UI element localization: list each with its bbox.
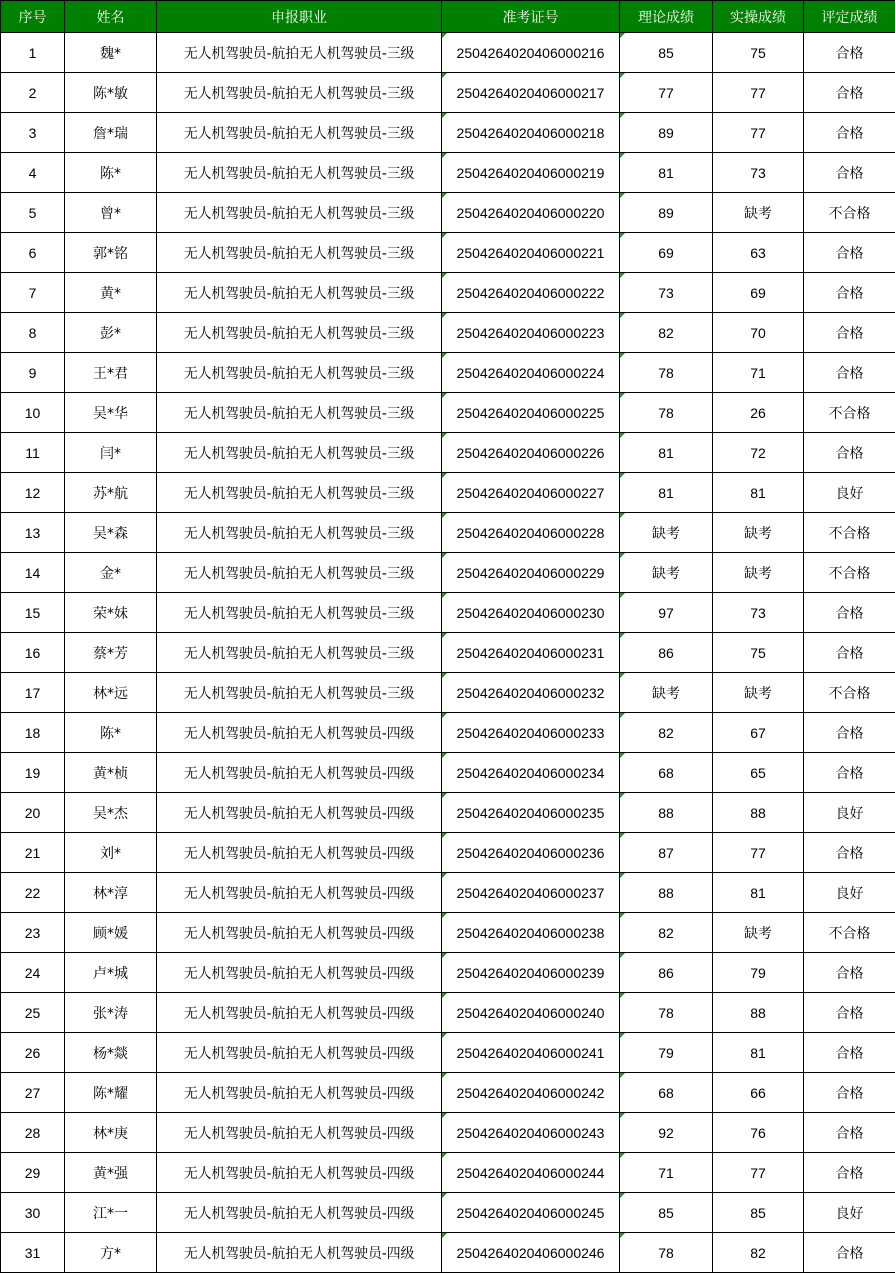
cell-occupation: 无人机驾驶员-航拍无人机驾驶员-四级: [157, 753, 442, 793]
cell-name: 曾*: [65, 193, 157, 233]
table-row: [1, 433, 895, 473]
cell-practical-score: 缺考: [713, 513, 804, 553]
cell-ticket-number: 2504264020406000232: [442, 673, 620, 713]
cell-theory-score: 78: [620, 393, 713, 433]
cell-final-rating: 合格: [804, 273, 895, 313]
cell-theory-score: 86: [620, 633, 713, 673]
cell-practical-score: 79: [713, 953, 804, 993]
cell-ticket-number: 2504264020406000218: [442, 113, 620, 153]
cell-ticket-number: 2504264020406000228: [442, 513, 620, 553]
cell-theory-score: 81: [620, 153, 713, 193]
header-ticket-number: 准考证号: [442, 1, 620, 33]
header-row: [1, 1, 895, 33]
table-row: [1, 233, 895, 273]
cell-occupation: 无人机驾驶员-航拍无人机驾驶员-三级: [157, 153, 442, 193]
cell-index: 3: [1, 113, 65, 153]
cell-index: 15: [1, 593, 65, 633]
cell-occupation: 无人机驾驶员-航拍无人机驾驶员-四级: [157, 913, 442, 953]
header-name: 姓名: [65, 1, 157, 33]
cell-occupation: 无人机驾驶员-航拍无人机驾驶员-四级: [157, 793, 442, 833]
cell-ticket-number: 2504264020406000239: [442, 953, 620, 993]
cell-name: 江*一: [65, 1193, 157, 1233]
cell-theory-score: 97: [620, 593, 713, 633]
cell-ticket-number: 2504264020406000231: [442, 633, 620, 673]
table-row: [1, 1073, 895, 1113]
cell-final-rating: 合格: [804, 153, 895, 193]
cell-theory-score: 79: [620, 1033, 713, 1073]
table-row: [1, 393, 895, 433]
cell-index: 30: [1, 1193, 65, 1233]
cell-index: 2: [1, 73, 65, 113]
table-header: [1, 1, 895, 33]
cell-occupation: 无人机驾驶员-航拍无人机驾驶员-三级: [157, 73, 442, 113]
cell-occupation: 无人机驾驶员-航拍无人机驾驶员-三级: [157, 553, 442, 593]
cell-name: 詹*瑞: [65, 113, 157, 153]
table-row: [1, 153, 895, 193]
cell-ticket-number: 2504264020406000222: [442, 273, 620, 313]
cell-theory-score: 78: [620, 993, 713, 1033]
cell-ticket-number: 2504264020406000244: [442, 1153, 620, 1193]
cell-index: 16: [1, 633, 65, 673]
cell-practical-score: 88: [713, 793, 804, 833]
table-row: [1, 353, 895, 393]
cell-final-rating: 不合格: [804, 513, 895, 553]
table-row: [1, 73, 895, 113]
cell-ticket-number: 2504264020406000240: [442, 993, 620, 1033]
header-final-rating: 评定成绩: [804, 1, 895, 33]
cell-index: 6: [1, 233, 65, 273]
cell-name: 吴*杰: [65, 793, 157, 833]
cell-occupation: 无人机驾驶员-航拍无人机驾驶员-三级: [157, 233, 442, 273]
cell-theory-score: 88: [620, 793, 713, 833]
cell-final-rating: 合格: [804, 633, 895, 673]
cell-practical-score: 77: [713, 113, 804, 153]
cell-final-rating: 合格: [804, 1033, 895, 1073]
cell-occupation: 无人机驾驶员-航拍无人机驾驶员-三级: [157, 673, 442, 713]
cell-ticket-number: 2504264020406000238: [442, 913, 620, 953]
cell-practical-score: 69: [713, 273, 804, 313]
table-row: [1, 313, 895, 353]
cell-final-rating: 合格: [804, 993, 895, 1033]
cell-name: 苏*航: [65, 473, 157, 513]
cell-index: 10: [1, 393, 65, 433]
cell-ticket-number: 2504264020406000230: [442, 593, 620, 633]
cell-final-rating: 良好: [804, 873, 895, 913]
cell-practical-score: 82: [713, 1233, 804, 1273]
cell-practical-score: 缺考: [713, 193, 804, 233]
cell-occupation: 无人机驾驶员-航拍无人机驾驶员-四级: [157, 1233, 442, 1273]
cell-practical-score: 85: [713, 1193, 804, 1233]
cell-ticket-number: 2504264020406000237: [442, 873, 620, 913]
cell-index: 9: [1, 353, 65, 393]
cell-practical-score: 73: [713, 593, 804, 633]
cell-name: 林*庚: [65, 1113, 157, 1153]
header-index: 序号: [1, 1, 65, 33]
cell-name: 郭*铭: [65, 233, 157, 273]
cell-theory-score: 81: [620, 473, 713, 513]
cell-final-rating: 合格: [804, 313, 895, 353]
cell-ticket-number: 2504264020406000219: [442, 153, 620, 193]
cell-name: 黄*: [65, 273, 157, 313]
cell-occupation: 无人机驾驶员-航拍无人机驾驶员-四级: [157, 1073, 442, 1113]
cell-theory-score: 89: [620, 113, 713, 153]
cell-practical-score: 65: [713, 753, 804, 793]
cell-theory-score: 88: [620, 873, 713, 913]
table-row: [1, 593, 895, 633]
cell-occupation: 无人机驾驶员-航拍无人机驾驶员-三级: [157, 313, 442, 353]
cell-final-rating: 合格: [804, 1153, 895, 1193]
cell-ticket-number: 2504264020406000234: [442, 753, 620, 793]
cell-name: 荣*妹: [65, 593, 157, 633]
cell-practical-score: 88: [713, 993, 804, 1033]
cell-theory-score: 89: [620, 193, 713, 233]
cell-ticket-number: 2504264020406000229: [442, 553, 620, 593]
cell-index: 22: [1, 873, 65, 913]
cell-final-rating: 不合格: [804, 393, 895, 433]
table-row: [1, 473, 895, 513]
cell-name: 陈*: [65, 713, 157, 753]
cell-final-rating: 合格: [804, 33, 895, 73]
cell-name: 陈*敏: [65, 73, 157, 113]
cell-final-rating: 合格: [804, 1113, 895, 1153]
cell-occupation: 无人机驾驶员-航拍无人机驾驶员-三级: [157, 633, 442, 673]
cell-theory-score: 73: [620, 273, 713, 313]
cell-practical-score: 缺考: [713, 913, 804, 953]
cell-ticket-number: 2504264020406000245: [442, 1193, 620, 1233]
cell-practical-score: 26: [713, 393, 804, 433]
cell-theory-score: 78: [620, 1233, 713, 1273]
cell-theory-score: 77: [620, 73, 713, 113]
table-row: [1, 953, 895, 993]
cell-index: 12: [1, 473, 65, 513]
cell-ticket-number: 2504264020406000227: [442, 473, 620, 513]
cell-ticket-number: 2504264020406000217: [442, 73, 620, 113]
cell-theory-score: 68: [620, 1073, 713, 1113]
cell-name: 陈*: [65, 153, 157, 193]
cell-practical-score: 77: [713, 833, 804, 873]
table-row: [1, 1033, 895, 1073]
table-row: [1, 553, 895, 593]
table-row: [1, 913, 895, 953]
cell-index: 20: [1, 793, 65, 833]
cell-practical-score: 77: [713, 73, 804, 113]
cell-index: 26: [1, 1033, 65, 1073]
cell-ticket-number: 2504264020406000224: [442, 353, 620, 393]
cell-name: 刘*: [65, 833, 157, 873]
cell-final-rating: 合格: [804, 753, 895, 793]
cell-index: 4: [1, 153, 65, 193]
cell-name: 方*: [65, 1233, 157, 1273]
cell-practical-score: 缺考: [713, 673, 804, 713]
cell-index: 17: [1, 673, 65, 713]
cell-theory-score: 87: [620, 833, 713, 873]
cell-final-rating: 合格: [804, 233, 895, 273]
cell-final-rating: 不合格: [804, 193, 895, 233]
cell-name: 吴*森: [65, 513, 157, 553]
cell-practical-score: 77: [713, 1153, 804, 1193]
cell-occupation: 无人机驾驶员-航拍无人机驾驶员-四级: [157, 993, 442, 1033]
cell-occupation: 无人机驾驶员-航拍无人机驾驶员-四级: [157, 1153, 442, 1193]
cell-theory-score: 82: [620, 913, 713, 953]
cell-final-rating: 良好: [804, 1193, 895, 1233]
table-row: [1, 513, 895, 553]
cell-index: 29: [1, 1153, 65, 1193]
cell-name: 闫*: [65, 433, 157, 473]
table-row: [1, 633, 895, 673]
cell-practical-score: 76: [713, 1113, 804, 1153]
cell-practical-score: 81: [713, 473, 804, 513]
cell-ticket-number: 2504264020406000246: [442, 1233, 620, 1273]
cell-practical-score: 81: [713, 873, 804, 913]
cell-index: 11: [1, 433, 65, 473]
cell-final-rating: 合格: [804, 1073, 895, 1113]
cell-occupation: 无人机驾驶员-航拍无人机驾驶员-三级: [157, 33, 442, 73]
table-row: [1, 673, 895, 713]
table-row: [1, 1193, 895, 1233]
header-practical-score: 实操成绩: [713, 1, 804, 33]
cell-theory-score: 85: [620, 1193, 713, 1233]
cell-theory-score: 86: [620, 953, 713, 993]
table-row: [1, 753, 895, 793]
cell-name: 吴*华: [65, 393, 157, 433]
cell-final-rating: 合格: [804, 953, 895, 993]
cell-ticket-number: 2504264020406000216: [442, 33, 620, 73]
cell-name: 金*: [65, 553, 157, 593]
cell-name: 蔡*芳: [65, 633, 157, 673]
cell-theory-score: 78: [620, 353, 713, 393]
cell-name: 张*涛: [65, 993, 157, 1033]
cell-ticket-number: 2504264020406000242: [442, 1073, 620, 1113]
table-row: [1, 113, 895, 153]
table-row: [1, 193, 895, 233]
cell-occupation: 无人机驾驶员-航拍无人机驾驶员-三级: [157, 473, 442, 513]
cell-occupation: 无人机驾驶员-航拍无人机驾驶员-三级: [157, 193, 442, 233]
cell-name: 彭*: [65, 313, 157, 353]
table-row: [1, 873, 895, 913]
cell-name: 林*淳: [65, 873, 157, 913]
cell-theory-score: 82: [620, 313, 713, 353]
cell-ticket-number: 2504264020406000220: [442, 193, 620, 233]
cell-index: 14: [1, 553, 65, 593]
cell-theory-score: 81: [620, 433, 713, 473]
cell-ticket-number: 2504264020406000236: [442, 833, 620, 873]
cell-final-rating: 不合格: [804, 673, 895, 713]
cell-ticket-number: 2504264020406000241: [442, 1033, 620, 1073]
cell-occupation: 无人机驾驶员-航拍无人机驾驶员-三级: [157, 513, 442, 553]
cell-theory-score: 69: [620, 233, 713, 273]
cell-name: 顾*媛: [65, 913, 157, 953]
cell-theory-score: 82: [620, 713, 713, 753]
cell-final-rating: 不合格: [804, 913, 895, 953]
cell-practical-score: 81: [713, 1033, 804, 1073]
table-row: [1, 993, 895, 1033]
cell-final-rating: 合格: [804, 713, 895, 753]
table-row: [1, 1153, 895, 1193]
cell-name: 魏*: [65, 33, 157, 73]
cell-ticket-number: 2504264020406000243: [442, 1113, 620, 1153]
cell-theory-score: 缺考: [620, 513, 713, 553]
cell-index: 25: [1, 993, 65, 1033]
cell-ticket-number: 2504264020406000235: [442, 793, 620, 833]
cell-name: 黄*强: [65, 1153, 157, 1193]
table-row: [1, 1233, 895, 1273]
cell-ticket-number: 2504264020406000233: [442, 713, 620, 753]
cell-theory-score: 85: [620, 33, 713, 73]
cell-index: 28: [1, 1113, 65, 1153]
cell-ticket-number: 2504264020406000223: [442, 313, 620, 353]
cell-occupation: 无人机驾驶员-航拍无人机驾驶员-三级: [157, 273, 442, 313]
cell-practical-score: 63: [713, 233, 804, 273]
cell-theory-score: 71: [620, 1153, 713, 1193]
cell-final-rating: 合格: [804, 833, 895, 873]
cell-practical-score: 66: [713, 1073, 804, 1113]
cell-theory-score: 92: [620, 1113, 713, 1153]
cell-index: 1: [1, 33, 65, 73]
cell-final-rating: 合格: [804, 353, 895, 393]
cell-practical-score: 71: [713, 353, 804, 393]
cell-practical-score: 73: [713, 153, 804, 193]
table-body: [1, 33, 895, 1273]
header-occupation: 申报职业: [157, 1, 442, 33]
cell-index: 27: [1, 1073, 65, 1113]
header-theory-score: 理论成绩: [620, 1, 713, 33]
cell-ticket-number: 2504264020406000225: [442, 393, 620, 433]
cell-index: 19: [1, 753, 65, 793]
cell-occupation: 无人机驾驶员-航拍无人机驾驶员-三级: [157, 393, 442, 433]
cell-final-rating: 合格: [804, 73, 895, 113]
cell-occupation: 无人机驾驶员-航拍无人机驾驶员-四级: [157, 1193, 442, 1233]
cell-ticket-number: 2504264020406000226: [442, 433, 620, 473]
table-row: [1, 273, 895, 313]
cell-name: 卢*城: [65, 953, 157, 993]
cell-occupation: 无人机驾驶员-航拍无人机驾驶员-三级: [157, 593, 442, 633]
cell-name: 杨*燚: [65, 1033, 157, 1073]
cell-index: 24: [1, 953, 65, 993]
cell-index: 8: [1, 313, 65, 353]
table-row: [1, 33, 895, 73]
cell-ticket-number: 2504264020406000221: [442, 233, 620, 273]
cell-name: 陈*耀: [65, 1073, 157, 1113]
cell-practical-score: 缺考: [713, 553, 804, 593]
cell-theory-score: 缺考: [620, 553, 713, 593]
cell-final-rating: 合格: [804, 433, 895, 473]
cell-index: 7: [1, 273, 65, 313]
cell-name: 王*君: [65, 353, 157, 393]
cell-final-rating: 合格: [804, 1233, 895, 1273]
cell-occupation: 无人机驾驶员-航拍无人机驾驶员-三级: [157, 113, 442, 153]
cell-practical-score: 70: [713, 313, 804, 353]
cell-final-rating: 合格: [804, 113, 895, 153]
table-row: [1, 833, 895, 873]
cell-index: 31: [1, 1233, 65, 1273]
cell-name: 林*远: [65, 673, 157, 713]
cell-final-rating: 不合格: [804, 553, 895, 593]
cell-index: 18: [1, 713, 65, 753]
cell-occupation: 无人机驾驶员-航拍无人机驾驶员-三级: [157, 433, 442, 473]
table-row: [1, 1113, 895, 1153]
cell-theory-score: 68: [620, 753, 713, 793]
cell-final-rating: 合格: [804, 593, 895, 633]
cell-index: 21: [1, 833, 65, 873]
cell-final-rating: 良好: [804, 473, 895, 513]
cell-theory-score: 缺考: [620, 673, 713, 713]
cell-index: 23: [1, 913, 65, 953]
cell-name: 黄*桢: [65, 753, 157, 793]
cell-practical-score: 75: [713, 33, 804, 73]
cell-occupation: 无人机驾驶员-航拍无人机驾驶员-四级: [157, 713, 442, 753]
cell-occupation: 无人机驾驶员-航拍无人机驾驶员-四级: [157, 1113, 442, 1153]
table-row: [1, 713, 895, 753]
cell-occupation: 无人机驾驶员-航拍无人机驾驶员-四级: [157, 1033, 442, 1073]
cell-occupation: 无人机驾驶员-航拍无人机驾驶员-四级: [157, 873, 442, 913]
cell-final-rating: 良好: [804, 793, 895, 833]
cell-occupation: 无人机驾驶员-航拍无人机驾驶员-四级: [157, 833, 442, 873]
cell-index: 5: [1, 193, 65, 233]
cell-index: 13: [1, 513, 65, 553]
cell-occupation: 无人机驾驶员-航拍无人机驾驶员-四级: [157, 953, 442, 993]
cell-practical-score: 72: [713, 433, 804, 473]
cell-practical-score: 67: [713, 713, 804, 753]
cell-occupation: 无人机驾驶员-航拍无人机驾驶员-三级: [157, 353, 442, 393]
table-row: [1, 793, 895, 833]
cell-practical-score: 75: [713, 633, 804, 673]
